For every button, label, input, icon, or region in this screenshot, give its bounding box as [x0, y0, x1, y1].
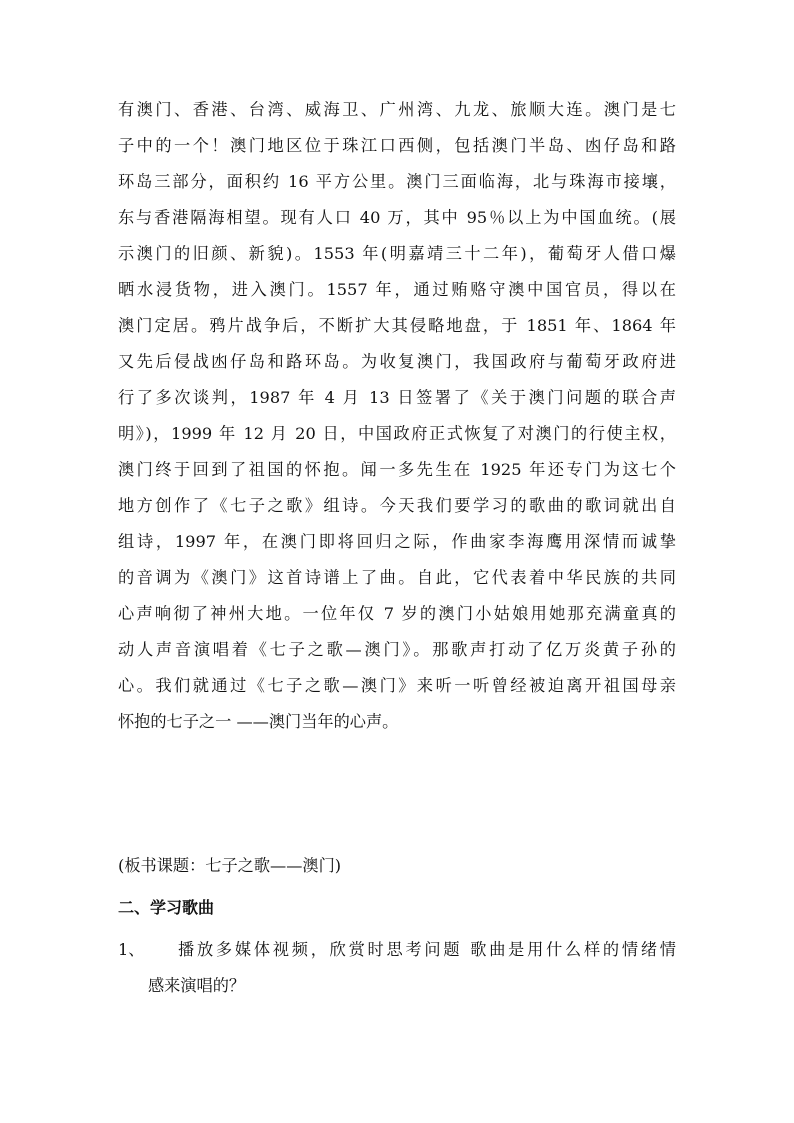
paragraph-line: 组诗，1997 年，在澳门即将回归之际，作曲家李海鹰用深情而诚挚: [118, 532, 676, 551]
list-item-line: 播放多媒体视频，欣赏时思考问题 歌曲是用什么样的情绪情: [178, 940, 676, 959]
paragraph-line: 怀抱的七子之一 ——澳门当年的心声。: [118, 712, 399, 731]
paragraph-line: 澳门定居。鸦片战争后，不断扩大其侵略地盘，于 1851 年、1864 年: [118, 316, 676, 335]
paragraph-line: 心。我们就通过《七子之歌—澳门》来听一听曾经被迫离开祖国母亲: [118, 676, 676, 695]
paragraph-line: 地方创作了《七子之歌》组诗。今天我们要学习的歌曲的歌词就出自: [118, 496, 676, 515]
paragraph-line: 的音调为《澳门》这首诗谱上了曲。自此，它代表着中华民族的共同: [118, 568, 676, 587]
paragraph-line: 东与香港隔海相望。现有人口 40 万，其中 95％以上为中国血统。(展: [118, 208, 676, 227]
paragraph-line: 行了多次谈判，1987 年 4 月 13 日签署了《关于澳门问题的联合声: [118, 388, 676, 407]
board-note: [118, 848, 676, 884]
paragraph-line: 又先后侵战凼仔岛和路环岛。为收复澳门，我国政府与葡萄牙政府进: [118, 352, 676, 371]
list-item-line: 感来演唱的？: [148, 976, 246, 995]
paragraph-line: 澳门终于回到了祖国的怀抱。闻一多先生在 1925 年还专门为这七个: [118, 460, 676, 479]
paragraph-line: 动人声音演唱着《七子之歌—澳门》。那歌声打动了亿万炎黄子孙的: [118, 640, 676, 659]
paragraph-line: 环岛三部分，面积约 16 平方公里。澳门三面临海，北与珠海市接壤，: [118, 172, 676, 191]
list-item-number: 1、: [118, 940, 145, 959]
section-title: 二、学习歌曲: [118, 898, 215, 917]
paragraph-line: 心声响彻了神州大地。一位年仅 7 岁的澳门小姑娘用她那充满童真的: [118, 604, 676, 623]
paragraph-line: 子中的一个！澳门地区位于珠江口西侧，包括澳门半岛、凼仔岛和路: [118, 136, 676, 155]
paragraph-line: 明》)，1999 年 12 月 20 日，中国政府正式恢复了对澳门的行使主权，: [118, 424, 676, 443]
board-note-text: (板书课题：七子之歌——澳门): [118, 856, 342, 875]
paragraph-line: 示澳门的旧颜、新貌)。1553 年(明嘉靖三十二年)，葡萄牙人借口爆: [118, 244, 676, 263]
paragraph-line: 有澳门、香港、台湾、威海卫、广州湾、九龙、旅顺大连。澳门是七: [118, 100, 676, 119]
body-paragraph: [118, 92, 676, 740]
paragraph-line: 晒水浸货物，进入澳门。1557 年，通过贿赂守澳中国官员，得以在: [118, 280, 676, 299]
